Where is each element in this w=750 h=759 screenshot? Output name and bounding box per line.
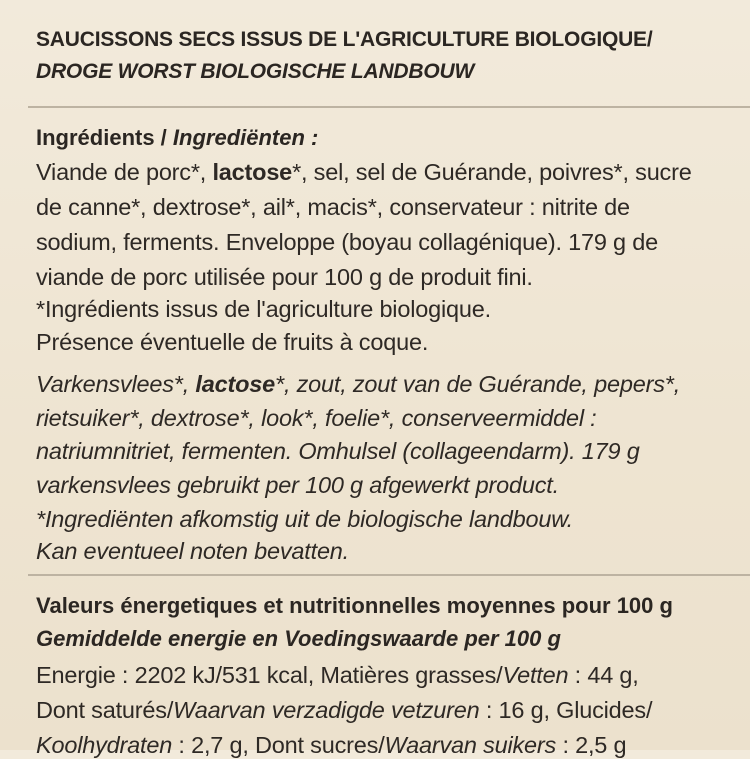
ingredients-heading — [36, 125, 318, 151]
ingredients-nl-nuts-warning: Kan eventueel noten bevatten. — [36, 538, 350, 564]
ingredients-fr-line-4: viande de porc utilisée pour 100 g de produit fini. — [36, 264, 533, 290]
text-segment: Energie : 2202 kJ/531 kcal, Matières grasses/ — [36, 662, 503, 688]
section-divider — [28, 106, 750, 108]
ingredients-nl-line-1 — [36, 371, 680, 398]
text-segment: Viande de porc*, — [36, 159, 213, 185]
text-segment: Vetten — [502, 662, 569, 688]
text-segment: Koolhydraten — [36, 732, 173, 758]
section-divider — [28, 574, 750, 576]
text-segment: Dont saturés/ — [36, 697, 174, 723]
ingredients-heading-fr: Ingrédients / — [36, 125, 173, 150]
allergen-lactose-nl: lactose — [195, 371, 275, 397]
text-segment: : 2,7 g, Dont sucres/ — [172, 732, 385, 758]
nutrition-line-2 — [36, 697, 652, 724]
ingredients-fr-footnote: *Ingrédients issus de l'agriculture biologique. — [36, 296, 491, 322]
title-dutch: DROGE WORST BIOLOGISCHE LANDBOUW — [36, 60, 475, 83]
allergen-lactose-fr: lactose — [212, 159, 293, 185]
text-segment: *, zout, zout van de Guérande, pepers*, — [275, 371, 681, 397]
text-segment: : 16 g, Glucides/ — [479, 697, 653, 723]
title-french: SAUCISSONS SECS ISSUS DE L'AGRICULTURE BIOLOGIQUE/ — [36, 28, 653, 51]
text-segment: : 2,5 g — [556, 732, 627, 758]
ingredients-heading-nl: Ingrediënten : — [172, 125, 319, 150]
text-segment: Waarvan suikers — [384, 732, 557, 758]
ingredients-nl-footnote: *Ingrediënten afkomstig uit de biologische landbouw. — [36, 506, 573, 532]
ingredients-fr-nuts-warning: Présence éventuelle de fruits à coque. — [36, 329, 429, 355]
ingredients-nl-line-4: varkensvlees gebruikt per 100 g afgewerkt product. — [36, 472, 559, 498]
nutrition-line-1 — [36, 662, 639, 689]
text-segment: : 44 g, — [568, 662, 639, 688]
text-segment: Varkensvlees*, — [36, 371, 196, 397]
text-segment: *, sel, sel de Guérande, poivres*, sucre — [292, 159, 692, 185]
nutrition-line-3 — [36, 732, 626, 759]
ingredients-fr-line-3: sodium, ferments. Enveloppe (boyau collagénique). 179 g de — [36, 229, 658, 255]
nutrition-heading-nl: Gemiddelde energie en Voedingswaarde per 100 g — [36, 626, 561, 651]
ingredients-nl-line-2: rietsuiker*, dextrose*, look*, foelie*, conserveermiddel : — [36, 405, 597, 431]
nutrition-heading-fr: Valeurs énergetiques et nutritionnelles moyennes pour 100 g — [36, 593, 673, 618]
ingredients-nl-line-3: natriumnitriet, fermenten. Omhulsel (collageendarm). 179 g — [36, 438, 640, 464]
text-segment: Waarvan verzadigde vetzuren — [173, 697, 480, 723]
ingredients-fr-line-2: de canne*, dextrose*, ail*, macis*, conservateur : nitrite de — [36, 194, 630, 220]
ingredients-fr-line-1 — [36, 159, 692, 186]
